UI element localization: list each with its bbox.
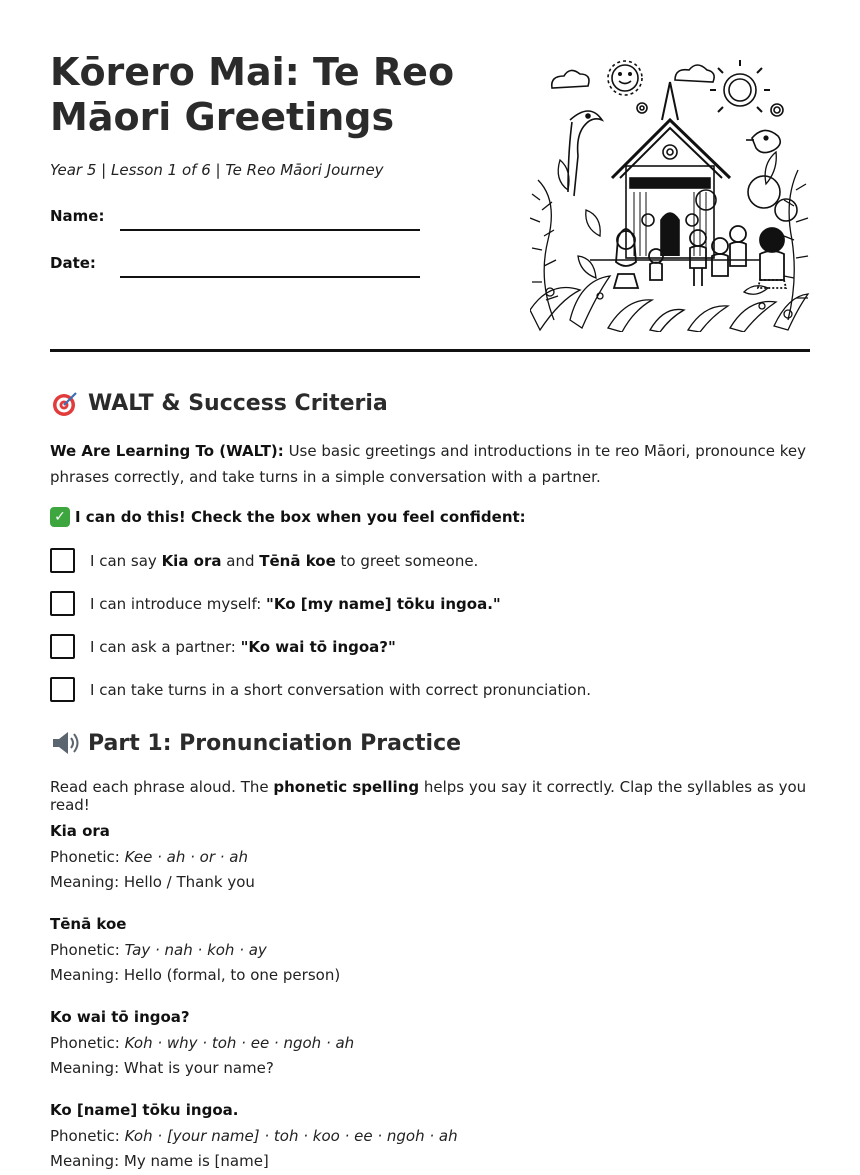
date-label: Date: [50,254,96,272]
criteria-item-4[interactable] [50,677,591,702]
phrase-meaning: Meaning: What is your name? [50,1059,274,1077]
phrase-title: Kia ora [50,822,110,840]
cloud-left [552,70,589,88]
marae-illustration [530,60,810,332]
speaker-icon [50,728,80,758]
check-mark-icon: ✓ [50,507,70,527]
criteria-text-3: I can ask a partner: "Ko wai tō ingoa?" [90,637,396,656]
phrase-title: Ko wai tō ingoa? [50,1008,190,1026]
date-field[interactable] [120,276,420,278]
phrase-phonetic: Phonetic: Koh · why · toh · ee · ngoh · ah [50,1033,355,1052]
walt-heading [50,388,388,418]
walt-text: Use basic greetings and introductions in te reo Māori, pronounce key phrases correctly, and take turns in a simple conversation with a partner. [50,442,806,486]
criteria-checkbox-4[interactable] [50,677,75,702]
criteria-text-2: I can introduce myself: "Ko [my name] tōku ingoa." [90,594,501,613]
criteria-checkbox-2[interactable] [50,591,75,616]
title-line-1: Kōrero Mai: Te Reo [50,50,455,94]
phrase-phonetic: Phonetic: Kee · ah · or · ah [50,847,249,866]
phrase-card [50,912,340,989]
page-title [50,50,510,140]
part1-intro: Read each phrase aloud. The phonetic spelling helps you say it correctly. Clap the syllables as you read! [50,778,807,814]
walt-statement [50,438,810,490]
header-divider [50,349,810,352]
walt-heading-text: WALT & Success Criteria [88,390,388,416]
phrase-meaning: Meaning: Hello / Thank you [50,873,255,891]
lesson-subtitle: Year 5 | Lesson 1 of 6 | Te Reo Māori Journey [50,161,384,179]
criteria-item-3[interactable] [50,634,396,659]
criteria-checkbox-1[interactable] [50,548,75,573]
worksheet-page [50,0,810,1170]
criteria-text-1: I can say Kia ora and Tēnā koe to greet someone. [90,551,479,570]
phrase-card [50,819,255,896]
part1-heading [50,728,461,758]
criteria-item-2[interactable] [50,591,501,616]
checklist-heading [50,507,526,527]
phrase-meaning: Meaning: My name is [name] [50,1152,269,1170]
name-field[interactable] [120,229,420,231]
phrase-card [50,1005,354,1082]
criteria-checkbox-3[interactable] [50,634,75,659]
phrase-card [50,1098,458,1175]
phrase-title: Ko [name] tōku ingoa. [50,1101,239,1119]
target-icon [50,388,80,418]
phrase-phonetic: Phonetic: Koh · [your name] · toh · koo · ee · ngoh · ah [50,1126,458,1145]
name-label: Name: [50,207,105,225]
criteria-text-4: I can take turns in a short conversation with correct pronunciation. [90,680,591,699]
title-line-2: Māori Greetings [50,95,395,139]
criteria-item-1[interactable] [50,548,478,573]
checklist-heading-text: I can do this! Check the box when you feel confident: [75,508,526,526]
phrase-phonetic: Phonetic: Tay · nah · koh · ay [50,940,267,959]
phrase-title: Tēnā koe [50,915,127,933]
part1-heading-text: Part 1: Pronunciation Practice [88,730,462,756]
walt-lead: We Are Learning To (WALT): [50,442,284,460]
phrase-meaning: Meaning: Hello (formal, to one person) [50,966,341,984]
worksheet-header [50,0,810,352]
